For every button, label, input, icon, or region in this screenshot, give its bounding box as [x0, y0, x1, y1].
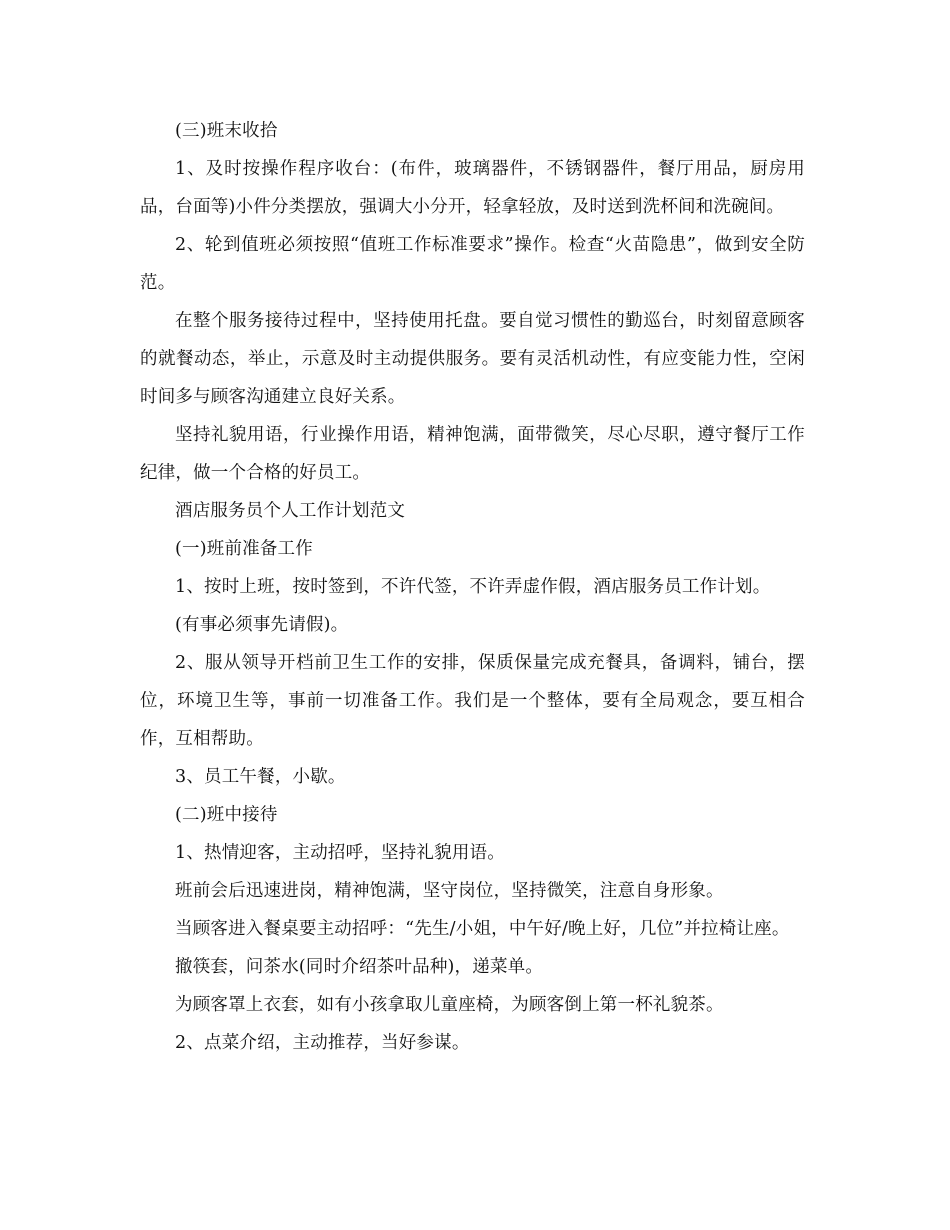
- paragraph: 当顾客进入餐桌要主动招呼：“先生/小姐，中午好/晚上好，几位”并拉椅让座。: [175, 919, 790, 939]
- paragraph: 2、点菜介绍，主动推荐，当好参谋。: [175, 1033, 470, 1053]
- paragraph: (有事必须事先请假)。: [175, 615, 349, 635]
- document-title: 酒店服务员个人工作计划范文: [175, 501, 406, 521]
- paragraph: 3、员工午餐，小歇。: [175, 767, 346, 787]
- section-heading-reception: (二)班中接待: [175, 805, 278, 825]
- paragraph: 坚持礼貌用语，行业操作用语，精神饱满，面带微笑，尽心尽职，遵守餐厅工作纪律，做一个合格的好员工。: [140, 425, 805, 483]
- paragraph: 撤筷套，问茶水(同时介绍茶叶品种)，递菜单。: [175, 957, 544, 977]
- paragraph: 2、轮到值班必须按照“值班工作标准要求”操作。检查“火苗隐患”，做到安全防范。: [140, 235, 805, 293]
- paragraph: 班前会后迅速进岗，精神饱满，坚守岗位，坚持微笑，注意自身形象。: [175, 881, 724, 901]
- paragraph: 2、服从领导开档前卫生工作的安排，保质保量完成充餐具，备调料，铺台，摆位，环境卫生等，事前一切准备工作。我们是一个整体，要有全局观念，要互相合作，互相帮助。: [140, 653, 805, 749]
- paragraph: 1、热情迎客，主动招呼，坚持礼貌用语。: [175, 843, 505, 863]
- paragraph: 在整个服务接待过程中，坚持使用托盘。要自觉习惯性的勤巡台，时刻留意顾客的就餐动态，举止，示意及时主动提供服务。要有灵活机动性，有应变能力性，空闲时间多与顾客沟通建立良好关系。: [140, 311, 805, 407]
- section-heading-preparation: (一)班前准备工作: [175, 539, 313, 559]
- paragraph: 1、及时按操作程序收台：(布件，玻璃器件，不锈钢器件，餐厅用品，厨房用品，台面等)小件分类摆放，强调大小分开，轻拿轻放，及时送到洗杯间和洗碗间。: [140, 159, 805, 217]
- paragraph: 为顾客罩上衣套，如有小孩拿取儿童座椅，为顾客倒上第一杯礼貌茶。: [175, 995, 724, 1015]
- document-body: [140, 112, 805, 1062]
- paragraph: 1、按时上班，按时签到，不许代签，不许弄虚作假，酒店服务员工作计划。: [175, 577, 771, 597]
- section-heading-closing: (三)班末收拾: [175, 121, 278, 141]
